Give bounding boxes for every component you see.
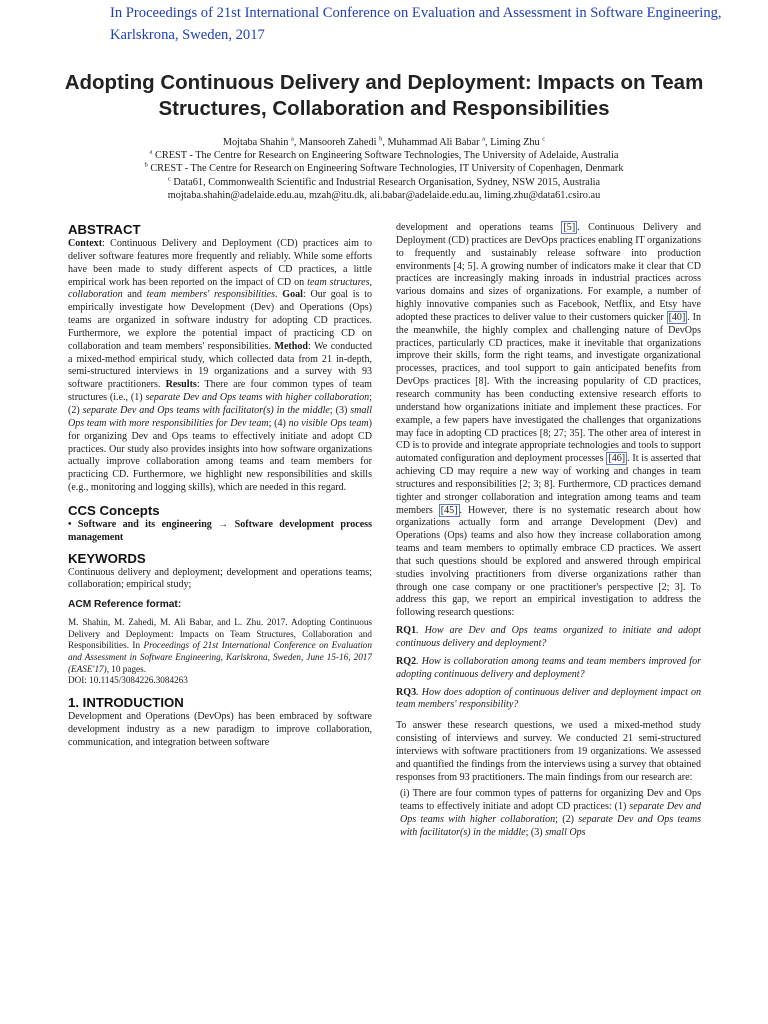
author-name: Liming Zhu [490, 137, 540, 148]
text-emphasis: separate Dev and Ops teams with higher collaboration [400, 801, 702, 826]
affiliation-text: Data61, Commonwealth Scientific and Industrial Research Organisation, Sydney, NSW 2015, Australia [173, 176, 601, 188]
acm-reference-segment: M. Shahin, M. Zahedi, M. Ali Babar, and L. Zhu. 2017. Adopting Continuous Delivery and Deployment: Impacts on Team Structures, Collaboration and Responsibilities. In [68, 617, 372, 651]
abstract-heading: ABSTRACT [68, 222, 141, 237]
acm-reference-segment: , 10 pages. [106, 663, 146, 674]
findings-intro-paragraph: To answer these research questions, we used a mixed-method study consisting of interviews and survey. We conducted 21 semi-structured interviews with software practitioners from 19 organizations. We assessed and quantified the findings from the interviews using a survey that obtained responses from 93 practitioners. The main findings from our research are: [396, 720, 701, 783]
title-block [60, 70, 708, 122]
rq-text: . How is collaboration among teams and team members improved for adopting continuous delivery and deployment? [396, 655, 701, 680]
paper-title: Adopting Continuous Delivery and Deployment: Impacts on Team Structures, Collaboration and Responsibilities [64, 71, 704, 120]
affiliation-mark: a [149, 148, 153, 156]
introduction-paragraph [396, 222, 701, 620]
citation-link[interactable]: [40] [668, 311, 686, 323]
rq-text: . How are Dev and Ops teams organized to initiate and adopt continuous delivery and deployment? [396, 625, 701, 649]
rq-label: RQ1 [396, 625, 417, 637]
conference-header-note: In Proceedings of 21st International Conference on Evaluation and Assessment in Software Engineering, Karlskrona, Sweden, 2017 [110, 5, 722, 43]
abstract-segment: : We conducted a mixed-method empirical study, which collected data from 21 in-depth, semi-structured interviews in 19 organizations and a survey with 93 software practitioners. [68, 340, 372, 391]
abstract-goal-label: Goal [282, 289, 303, 301]
abstract-segment: ; (4) [268, 417, 289, 429]
right-column [396, 222, 701, 840]
abstract-emphasis: collaboration [68, 289, 123, 301]
author-name: Mansooreh Zahedi [298, 137, 377, 148]
abstract-emphasis: separate Dev and Ops teams with facilitator(s) in the middle [82, 404, 330, 416]
introduction-text: Development and Operations (DevOps) has been embraced by software development industry as a new paradigm to improve collaboration, communication, and integration between software [68, 710, 372, 748]
abstract-segment: ; (3) [329, 404, 351, 416]
research-question-2 [396, 656, 701, 682]
keywords-text: Continuous delivery and deployment; development and operations teams; collaboration; empirical study; [68, 566, 372, 591]
text-segment: . It is asserted that achieving CD may require a new way of working and changes in team structures and responsibilities [2; 3; 8]. Furthermore, CD practices demand tighter and stronger collaboration and integration among teams and team members [396, 453, 702, 516]
author-affiliation-mark: c [542, 135, 546, 143]
author-affiliation-mark: a [482, 135, 486, 143]
citation-link[interactable]: [5] [563, 222, 576, 233]
abstract-results-label: Results [165, 379, 197, 391]
abstract-segment: ; (2) [68, 392, 372, 416]
introduction-heading: 1. INTRODUCTION [68, 694, 184, 710]
affiliation-text: CREST - The Centre for Research on Engineering Software Technologies, The University of Adelaide, Australia [154, 150, 619, 162]
affiliation-mark: c [167, 175, 171, 183]
abstract-context-label: Context [68, 238, 103, 249]
author-affiliation-mark: b [379, 135, 383, 143]
abstract-emphasis: small Ops team with more responsibilities for Dev team [68, 404, 373, 429]
authors-block [60, 136, 708, 202]
author-separator: , [485, 137, 491, 148]
research-question-1 [396, 625, 701, 651]
author-emails: mojtaba.shahin@adelaide.edu.au, mzah@itu.dk, ali.babar@adelaide.edu.au, liming.zhu@data61.csiro.au [167, 189, 601, 201]
rq-label: RQ3 [396, 686, 417, 698]
author-separator: , [382, 137, 388, 148]
author-name: Mojtaba Shahin [222, 137, 289, 148]
rq-label: RQ2 [396, 655, 417, 667]
ccs-heading: CCS Concepts [68, 502, 160, 518]
author-separator: , [293, 137, 299, 148]
text-segment: development and operations teams [396, 222, 562, 233]
affiliation-text: CREST - The Centre for Research on Engineering Software Technologies, IT University of Copenhagen, Denmark [150, 163, 624, 175]
abstract-segment: : Our goal is to empirically investigate how Development (Dev) and Operations (Ops) teams are organized in software industry for adopting CD practices. Furthermore, we explore the potential impact of practicing CD on collaboration and team members' responsibilities. [68, 289, 373, 352]
acm-reference-doi: DOI: 10.1145/3084226.3084263 [68, 675, 188, 686]
author-line [60, 136, 708, 149]
text-segment: ; (3) [525, 826, 546, 838]
affiliation-line [60, 149, 708, 162]
affiliation-line [60, 176, 708, 189]
citation-link[interactable]: [45] [440, 504, 458, 516]
abstract-emphasis: separate Dev and Ops teams with higher collaboration [145, 392, 370, 404]
abstract-text [68, 238, 372, 495]
abstract-segment: : There are four common types of team structures (i.e., (1) [68, 379, 372, 404]
acm-reference-heading: ACM Reference format: [68, 599, 182, 611]
text-segment: (i) There are four common types of patterns for organizing Dev and Ops teams to effectively initiate and adopt CD practices: (1) [400, 788, 701, 813]
text-segment: . However, there is no systematic research about how organizations actually form and arrange Development (Dev) and Operations (Ops) teams and also how they increase collaboration among teams and team members to optimally embrace CD practices. We assert that such questions should be explored and answered through empirical studies involving practitioners from diverse organizations rather than through one case company or one practitioner's perspective [2; 3]. To address this gap, we report an empirical investigation to address the following research questions: [396, 504, 702, 619]
text-emphasis: separate Dev and Ops teams with facilitator(s) in the middle [400, 814, 701, 838]
finding-list-item [396, 788, 701, 839]
affiliation-mark: b [144, 161, 148, 169]
abstract-segment: , [369, 276, 373, 288]
acm-reference-venue: Proceedings of 21st International Conference on Evaluation and Assessment in Software Engineering, Karlskrona, Sweden, June 15-16, 2017 (EASE'17) [68, 640, 372, 674]
abstract-segment: ) for organizing Dev and Ops teams to effectively initiate and adopt CD practices. Our study also provides insights into how software organizations actually improve collaboration among teams and team members for practicing CD. Furthermore, we highlight new responsibilities and skills (e.g., monitoring and logging skills), which are needed in this regard. [68, 417, 373, 494]
abstract-method-label: Method [274, 340, 308, 352]
ccs-text [68, 519, 372, 545]
text-segment: . In the meanwhile, the highly complex and challenging nature of DevOps practices, particularly CD practices, make it inevitable that organizations improve their skills, form the right teams, and investigate organizational processes, practices, and tool support to gain anticipated benefits from DevOps practices [8]. With the increasing popularity of CD practices, research community has been conducting extensive research efforts to understand how organizations initiate and implement these practices. For example, a few papers have investigated the challenges that organizations may face in adopting CD practices [8; 27; 35]. The other area of interest in CD is to provide and integrate appropriate technologies and tools to support automated configuration and deployment processes [396, 311, 701, 465]
text-segment: ; (2) [555, 814, 579, 826]
text-segment: . Continuous Delivery and Deployment (CD) practices are DevOps practices enabling IT organizations to frequently and sustainably release software into production environments [4; 5]. A growing number of indicators make it clear that CD practices are increasingly making inroads in industrial practices across various domains and sizes of organizations. For example, a number of highly innovative companies such as Facebook, Netflix, and Etsy have adopted these practices to deliver value to their customers quicker [396, 222, 701, 323]
abstract-emphasis: no visible Ops team [288, 417, 369, 429]
abstract-segment: : Continuous Delivery and Deployment (CD) practices aim to deliver software features more frequently and reliably. While some efforts have been made to study different aspects of CD practices, a little empirical work has been reported on the impact of CD on [68, 238, 372, 288]
affiliation-line [60, 162, 708, 175]
keywords-heading: KEYWORDS [68, 550, 146, 566]
research-question-3 [396, 687, 701, 713]
text-emphasis: small Ops [545, 826, 586, 838]
citation-link[interactable]: [46] [608, 453, 626, 465]
author-name: Muhammad Ali Babar [387, 137, 480, 148]
abstract-segment: . [275, 289, 283, 301]
abstract-segment: and [122, 289, 147, 301]
ccs-concept: • Software and its engineering → Software development process management [68, 518, 372, 543]
abstract-emphasis: team structures [307, 276, 370, 288]
rq-text: . How does adoption of continuous deliver and deployment impact on team members' responsibility? [396, 686, 701, 711]
author-affiliation-mark: a [290, 135, 294, 143]
left-column [68, 222, 372, 749]
abstract-emphasis: team members' responsibilities [146, 289, 276, 301]
acm-reference-text [68, 617, 372, 675]
